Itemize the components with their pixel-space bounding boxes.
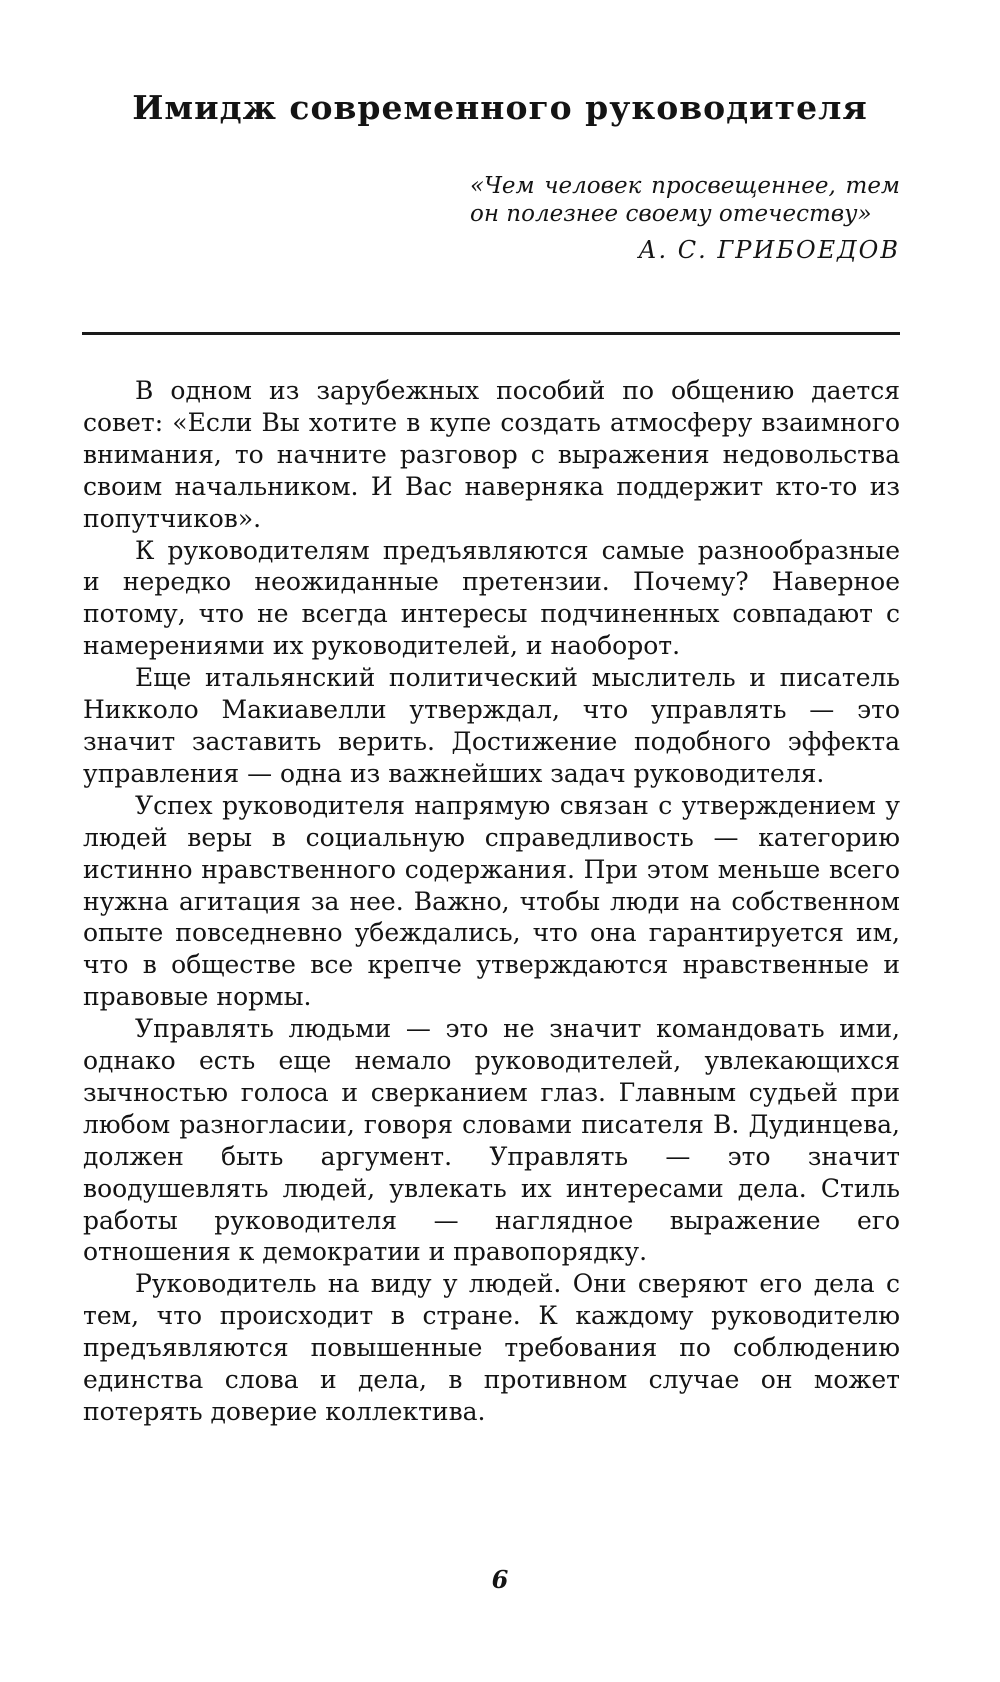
divider-rule [82, 332, 900, 335]
epigraph-quote: «Чем человек просвещеннее, тем он полезнее своему отечеству» [470, 173, 900, 227]
paragraph: Успех руководителя напрямую связан с утверждением у людей веры в социальную справедливость — категорию истинно нравственного содержания. При этом меньше всего нужна агитация за нее. Важно, чтобы люди на собственном опыте повседневно убеждались, что она гарантируется им, что в обществе все крепче утверждаются нравственные и правовые нормы. [83, 790, 900, 1012]
paragraph: К руководителям предъявляются самые разнообразные и нередко неожиданные претензии. Почему? Наверное потому, что не всегда интересы подчиненных совпадают с намерениями их руководителей, и наоборот. [83, 535, 900, 661]
epigraph [470, 172, 900, 264]
paragraph: Управлять людьми — это не значит командовать ими, однако есть еще немало руководителей, увлекающихся зычностью голоса и сверканием глаз. Главным судьей при любом разногласии, говоря словами писателя В. Дудинцева, должен быть аргумент. Управлять — это значит воодушевлять людей, увлекать их интересами дела. Стиль работы руководителя — наглядное выражение его отношения к демократии и правопорядку. [83, 1014, 900, 1267]
paragraph: Руководитель на виду у людей. Они сверяют его дела с тем, что происходит в стране. К каждому руководителю предъявляются повышенные требования по соблюдению единства слова и дела, в противном случае он может потерять доверие коллектива. [83, 1269, 900, 1426]
page-number: 6 [491, 1565, 509, 1594]
paragraph: В одном из зарубежных пособий по общению дается совет: «Если Вы хотите в купе создать атмосферу взаимного внимания, то начните разговор с выражения недовольства своим начальником. И Вас наверняка поддержит кто-то из попутчиков». [83, 376, 900, 533]
epigraph-author: А. С. ГРИБОЕДОВ [638, 236, 900, 264]
body-text [83, 375, 900, 1428]
chapter-title: Имидж современного руководителя [132, 88, 868, 127]
paragraph: Еще итальянский политический мыслитель и писатель Никколо Макиавелли утверждал, что управлять — это значит заставить верить. Достижение подобного эффекта управления — одна из важнейших задач руководителя. [83, 663, 900, 788]
